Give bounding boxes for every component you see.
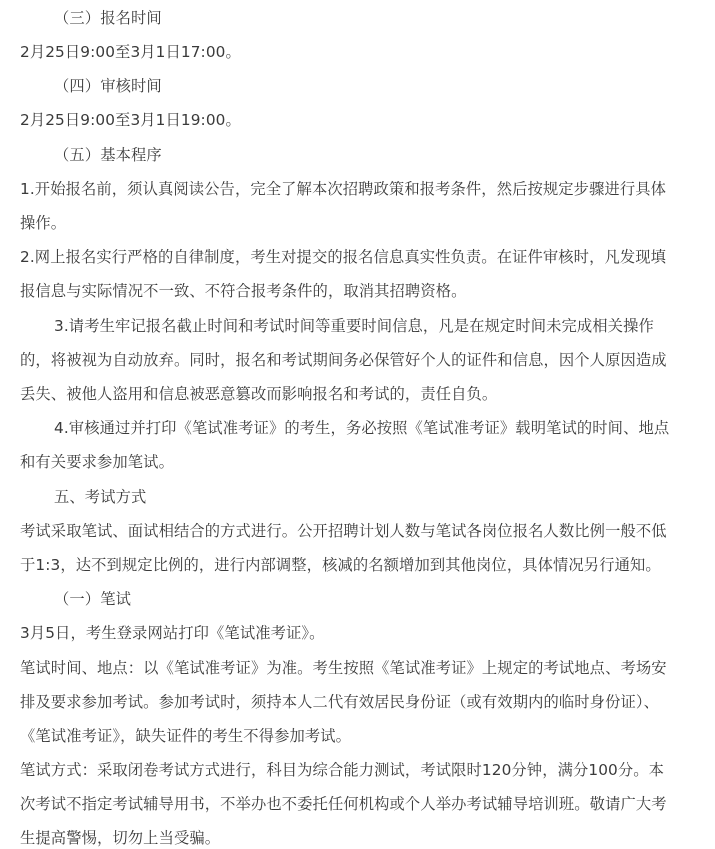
exam-method-line-2: 于1:3，达不到规定比例的，进行内部调整，核减的名额增加到其他岗位，具体情况另行通知。 — [20, 556, 661, 574]
heading-basic-procedure: （五）基本程序 — [54, 146, 162, 164]
procedure-2-line-2: 报信息与实际情况不一致、不符合报考条件的，取消其招聘资格。 — [20, 282, 467, 300]
admission-ticket-print: 3月5日，考生登录网站打印《笔试准考证》。 — [20, 624, 325, 642]
exam-method-line-1: 考试采取笔试、面试相结合的方式进行。公开招聘计划人数与笔试各岗位报名人数比例一般不低 — [20, 522, 667, 540]
exam-time-place-line-2: 排及要求参加考试。参加考试时，须持本人二代有效居民身份证（或有效期内的临时身份证）、 — [20, 693, 660, 711]
heading-exam-method: 五、考试方式 — [54, 488, 147, 506]
procedure-4-line-2: 和有关要求参加笔试。 — [20, 453, 174, 471]
exam-time-place-line-1: 笔试时间、地点：以《笔试准考证》为准。考生按照《笔试准考证》上规定的考试地点、考场安 — [20, 659, 667, 677]
registration-time-text: 2月25日9:00至3月1日17:00。 — [20, 43, 241, 61]
procedure-1-line-2: 操作。 — [20, 214, 67, 232]
exam-format-line-2: 次考试不指定考试辅导用书，不举办也不委托任何机构或个人举办考试辅导培训班。敬请广大考 — [20, 795, 667, 813]
heading-review-time: （四）审核时间 — [54, 77, 162, 95]
review-time-text: 2月25日9:00至3月1日19:00。 — [20, 111, 241, 129]
procedure-4-line-1: 4.审核通过并打印《笔试准考证》的考生，务必按照《笔试准考证》载明笔试的时间、地点 — [54, 419, 670, 437]
procedure-3-line-2: 的，将被视为自动放弃。同时，报名和考试期间务必保管好个人的证件和信息，因个人原因造成 — [20, 351, 667, 369]
exam-format-line-3: 生提高警惕，切勿上当受骗。 — [20, 829, 221, 847]
heading-written-exam: （一）笔试 — [54, 590, 131, 608]
procedure-1-line-1: 1.开始报名前，须认真阅读公告，完全了解本次招聘政策和报考条件，然后按规定步骤进行具体 — [20, 180, 667, 198]
exam-format-line-1: 笔试方式：采取闭卷考试方式进行，科目为综合能力测试，考试限时120分钟，满分100分。本 — [20, 761, 665, 779]
procedure-3-line-3: 丢失、被他人盗用和信息被恶意篡改而影响报名和考试的，责任自负。 — [20, 385, 498, 403]
exam-time-place-line-3: 《笔试准考证》，缺失证件的考生不得参加考试。 — [20, 727, 352, 745]
procedure-2-line-1: 2.网上报名实行严格的自律制度，考生对提交的报名信息真实性负责。在证件审核时，凡发现填 — [20, 248, 667, 266]
heading-registration-time: （三）报名时间 — [54, 9, 162, 27]
procedure-3-line-1: 3.请考生牢记报名截止时间和考试时间等重要时间信息，凡是在规定时间未完成相关操作 — [54, 317, 654, 335]
